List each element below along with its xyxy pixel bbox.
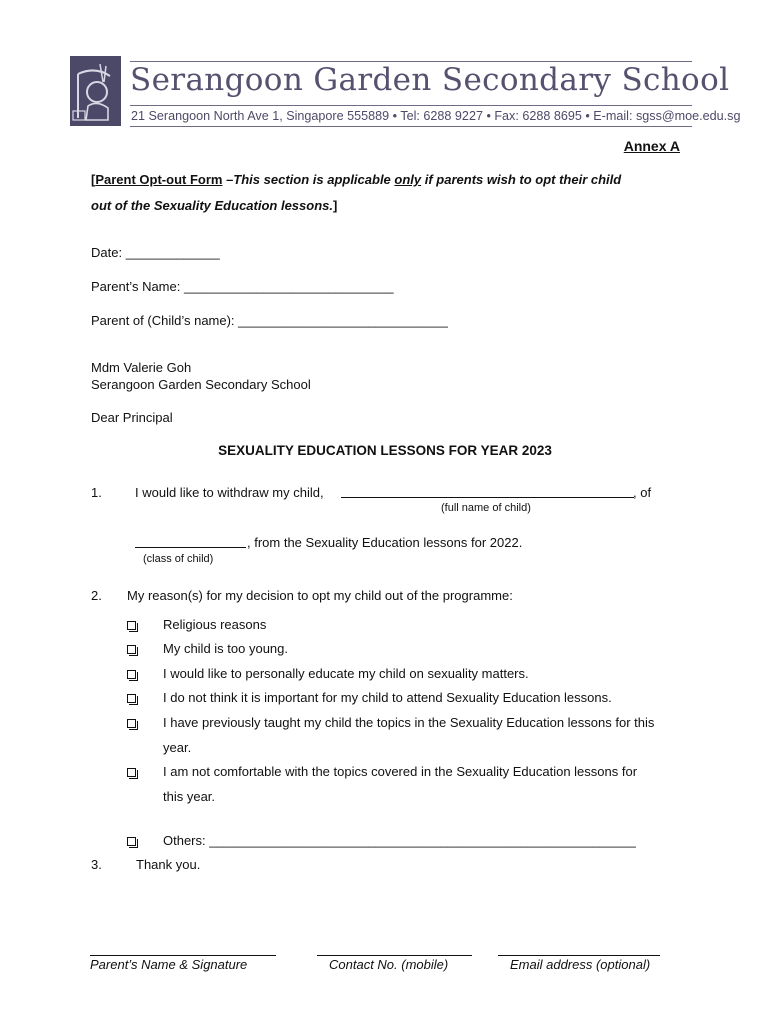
others-label: Others: [163,833,206,848]
child-full-name-blank[interactable] [341,497,634,498]
bracket-open: [ [91,172,96,187]
reason-label-continued: year. [163,740,192,755]
email-address-line[interactable] [498,955,660,956]
full-name-hint: (full name of child) [441,502,531,514]
contact-number-line[interactable] [317,955,472,956]
school-crest-icon [70,56,121,126]
reason-checkbox-not-important[interactable] [127,690,136,705]
intro-line-1 [91,172,621,187]
contact-number-label: Contact No. (mobile) [329,957,449,972]
child-name-label: Parent of (Child’s name): [91,313,235,328]
recipient-name: Mdm Valerie Goh [91,360,192,375]
class-hint: (class of child) [143,553,214,565]
item-2-text: My reason(s) for my decision to opt my child out of the programme: [127,588,513,603]
reason-checkbox-previously-taught[interactable] [127,715,136,730]
intro-part-2: if parents wish to opt their child [421,172,622,187]
intro-line-2 [91,198,337,213]
intro-line-2-text: out of the Sexuality Education lessons. [91,198,333,213]
others-blank[interactable]: ___________________________________________________________ [209,833,636,848]
parent-name-field[interactable] [91,279,394,294]
letter-heading: SEXUALITY EDUCATION LESSONS FOR YEAR 2023 [218,443,552,458]
parent-signature-label: Parent’s Name & Signature [90,957,248,972]
item-3-text: Thank you. [136,857,201,872]
parent-name-blank[interactable]: _____________________________ [183,279,394,294]
item-1-line-2: , from the Sexuality Education lessons for 2022. [247,535,523,550]
intro-only: only [394,172,422,187]
email-address-label: Email address (optional) [510,957,651,972]
reason-label: I have previously taught my child the topics in the Sexuality Education lessons for this [163,715,655,730]
annex-label: Annex A [623,138,680,154]
reason-checkbox-religious[interactable] [127,617,136,632]
item-2-number: 2. [91,588,102,603]
checkbox-icon[interactable] [127,645,136,654]
school-name: Serangoon Garden Secondary School [130,62,730,98]
form-title: Parent Opt-out Form [95,172,223,187]
reason-label: I am not comfortable with the topics covered in the Sexuality Education lessons for [163,764,638,779]
reason-checkbox-not-comfortable[interactable] [127,764,136,779]
item-3-number: 3. [91,857,102,872]
checkbox-icon[interactable] [127,768,136,777]
reason-checkbox-others[interactable] [127,833,136,848]
reason-label: I would like to personally educate my child on sexuality matters. [163,666,529,681]
reason-label-continued: this year. [163,789,216,804]
child-class-blank[interactable] [135,547,246,548]
intro-part-1: This section is applicable [233,172,395,187]
salutation: Dear Principal [91,410,173,425]
reason-checkbox-personally-educate[interactable] [127,666,136,681]
reason-label: My child is too young. [163,641,289,656]
reason-label [163,833,636,848]
item-1-text-before: I would like to withdraw my child, [135,485,324,500]
date-blank[interactable]: _____________ [125,245,220,260]
recipient-school: Serangoon Garden Secondary School [91,377,311,392]
checkbox-icon[interactable] [127,719,136,728]
checkbox-icon[interactable] [127,670,136,679]
header-rule-bottom [130,126,692,127]
header-rule-middle [130,105,692,106]
bracket-close: ] [333,198,338,213]
reason-label: I do not think it is important for my child to attend Sexuality Education lessons. [163,690,612,705]
child-name-field[interactable] [91,313,448,328]
item-1-text-after: , of [633,485,652,500]
child-name-blank[interactable]: _____________________________ [238,313,448,328]
item-1-number: 1. [91,485,102,500]
parent-name-label: Parent’s Name: [91,279,181,294]
date-field[interactable] [91,245,220,260]
reason-label: Religious reasons [163,617,267,632]
checkbox-icon[interactable] [127,621,136,630]
checkbox-icon[interactable] [127,837,136,846]
intro-dash: – [222,172,234,187]
school-address: 21 Serangoon North Ave 1, Singapore 555889 • Tel: 6288 9227 • Fax: 6288 8695 • E-mail: sgss@moe.edu.sg [131,109,741,123]
reason-checkbox-too-young[interactable] [127,641,136,656]
parent-signature-line[interactable] [90,955,276,956]
checkbox-icon[interactable] [127,694,136,703]
date-label: Date: [91,245,123,260]
